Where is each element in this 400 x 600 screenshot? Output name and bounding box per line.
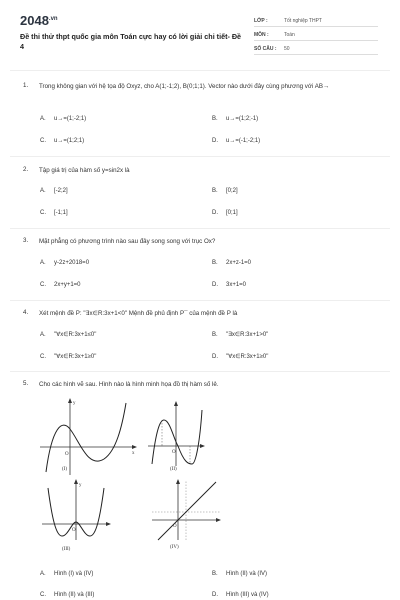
meta-count: SỐ CÂU : 50 [254,43,378,55]
q1-option-c[interactable]: C. u→=(1;2;1) [40,138,85,144]
q3-option-c[interactable]: C. 2x+y+1=0 [40,282,81,288]
q4-option-c[interactable]: C. "∀x∈R:3x+1≥0" [40,354,97,360]
q4-option-b[interactable]: B. "∃x∈R:3x+1>0" [212,332,269,338]
q5-option-a[interactable]: A. Hình (I) và (IV) [40,571,94,577]
graph-3-label: (III) [62,547,71,552]
divider [10,156,390,157]
axis-y-label: y [73,401,76,406]
q2-option-b[interactable]: B. [0;2] [212,188,238,194]
divider [10,371,390,372]
q5-option-d[interactable]: D. Hình (III) và (IV) [212,592,269,598]
axis-y-label: y [79,483,82,488]
graph-4-label: (IV) [170,545,179,550]
axis-x-label: x [132,451,135,456]
q1-option-d[interactable]: D. u→=(-1;-2;1) [212,138,261,144]
graph-1-label: (I) [62,467,67,472]
q3-option-b[interactable]: B. 2x+z-1=0 [212,260,252,266]
origin-label: O [172,450,176,455]
document-title: Đề thi thử thpt quốc gia môn Toán cực hay có lời giải chi tiết- Đề 4 [20,32,242,51]
q5-option-c[interactable]: C. Hình (II) và (III) [40,592,95,598]
q1-option-a[interactable]: A. u→=(1;-2;1) [40,116,87,122]
q3-option-a[interactable]: A. y-2z+2018=0 [40,260,90,266]
q4-option-d[interactable]: D. "∀x∈R:3x+1≥0" [212,354,269,360]
meta-subject: MÔN : Toán [254,29,378,41]
q2-option-d[interactable]: D. [0;1] [212,210,238,216]
divider [10,228,390,229]
q5-option-b[interactable]: B. Hình (II) và (IV) [212,571,268,577]
q2-option-a[interactable]: A. [-2;2] [40,188,68,194]
site-logo[interactable]: $2048^{.vn}$ [20,13,58,28]
q2-option-c[interactable]: C. [-1;1] [40,210,68,216]
meta-class: LỚP : Tốt nghiệp THPT [254,15,378,27]
graph-2 [146,400,206,468]
origin-label: O [65,452,69,457]
graph-1 [38,397,138,477]
q1-option-b[interactable]: B. u→=(1;2;-1) [212,116,259,122]
q4-option-a[interactable]: A. "∀x∈R:3x+1≤0" [40,332,97,338]
divider [10,70,390,71]
graph-2-label: (II) [170,467,177,472]
origin-label: O [173,524,177,529]
graph-3 [40,478,112,542]
graph-4 [150,478,222,542]
divider [10,300,390,301]
origin-label: O [72,528,76,533]
q3-option-d[interactable]: D. 3x+1=0 [212,282,247,288]
